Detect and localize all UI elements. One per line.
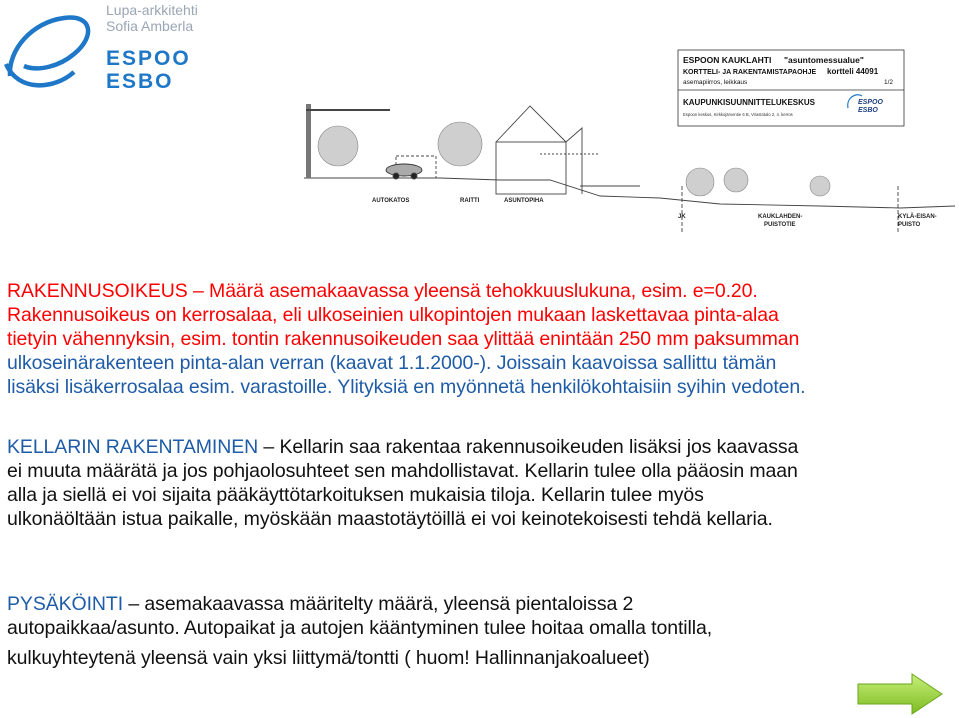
rakennusoikeus-line-3: tietyin vähennyksin, esim. tontin rakennusoikeuden saa ylittää enintään 250 mm paksumman bbox=[7, 328, 800, 350]
kellari-line-1: KELLARIN RAKENTAMINEN – Kellarin saa rakentaa rakennusoikeuden lisäksi jos kaavassa bbox=[7, 436, 799, 458]
espoo-swirl-logo-icon bbox=[6, 18, 88, 86]
author-title: Lupa-arkkitehti bbox=[106, 2, 198, 18]
label-kyla-eisan: KYLÄ-EISAN- bbox=[898, 214, 937, 220]
pysakointi-heading: PYSÄKÖINTI bbox=[7, 593, 124, 615]
espoo-logo bbox=[2, 6, 202, 102]
drawing-title: ESPOON KAUKLAHTI bbox=[683, 55, 772, 65]
label-puisto: PUISTO bbox=[898, 222, 921, 228]
pysakointi-line-1: PYSÄKÖINTI – asemakaavassa määritelty määrä, yleensä pientaloissa 2 bbox=[7, 593, 634, 615]
section-rakennusoikeus-cont bbox=[7, 351, 806, 399]
drawing-title-quote: "asuntomessualue" bbox=[784, 55, 864, 65]
drawing-office: KAUPUNKISUUNNITTELUKESKUS bbox=[683, 98, 816, 107]
drawing-subtitle: KORTTELI- JA RAKENTAMISTAPAOHJE bbox=[683, 69, 817, 76]
kellari-heading: KELLARIN RAKENTAMINEN bbox=[7, 436, 259, 458]
drawing-title-block bbox=[678, 50, 904, 126]
section-kellari bbox=[7, 435, 798, 531]
drawing-section bbox=[304, 104, 955, 232]
rakennusoikeus-line-5: lisäksi lisäkerrosalaa esim. varastoille. Ylityksiä en myönnetä henkilökohtaisiin syihin vedoten. bbox=[7, 376, 806, 398]
drawing-kortteli: kortteli 44091 bbox=[827, 67, 879, 76]
label-autokatos: AUTOKATOS bbox=[372, 198, 410, 204]
section-pysakointi bbox=[7, 592, 712, 670]
label-raitti: RAITTI bbox=[460, 198, 480, 204]
pysakointi-line-2: autopaikkaa/asunto. Autopaikat ja autojen kääntyminen tulee hoitaa omalla tontilla, bbox=[7, 617, 713, 639]
author-name: Sofia Amberla bbox=[106, 18, 194, 34]
svg-text:ESBO: ESBO bbox=[858, 107, 878, 114]
logo-text-espoo: ESPOO bbox=[106, 47, 191, 70]
svg-text:ESPOO: ESPOO bbox=[858, 99, 883, 106]
logo-text-esbo: ESBO bbox=[106, 70, 174, 93]
drawing-office-address: Espoon keskus, Kirkkojärventie 6 B, Virastotalo 2, 4. kerros bbox=[683, 112, 793, 117]
site-section-drawing bbox=[300, 46, 955, 246]
label-puistotie: PUISTOTIE bbox=[764, 222, 796, 228]
label-jk: JK bbox=[678, 214, 686, 220]
pysakointi-line-3: kulkuyhteytenä yleensä vain yksi liittymä/tontti ( huom! Hallinnanjakoalueet) bbox=[7, 647, 650, 669]
drawing-espoo-stamp bbox=[848, 95, 884, 114]
label-kauklahden: KAUKLAHDEN- bbox=[758, 214, 803, 220]
rakennusoikeus-heading: RAKENNUSOIKEUS bbox=[7, 280, 188, 302]
arrow-right-icon[interactable] bbox=[854, 672, 946, 716]
rakennusoikeus-line-2: Rakennusoikeus on kerrosalaa, eli ulkoseinien ulkopintojen mukaan laskettavaa pinta-alaa bbox=[7, 304, 779, 326]
drawing-sheet-name: asemapiirros, leikkaus bbox=[683, 79, 748, 86]
kellari-line-4: ulkonäöltään istua paikalle, myöskään maastotäytöillä ei voi keinotekoisesti tehdä kellaria. bbox=[7, 508, 773, 530]
rakennusoikeus-line-1: RAKENNUSOIKEUS – Määrä asemakaavassa yleensä tehokkuuslukuna, esim. e=0.20. bbox=[7, 280, 758, 302]
kellari-line-3: alla ja siellä ei voi sijaita pääkäyttötarkoituksen mukaisia tiloja. Kellarin tulee myös bbox=[7, 484, 704, 506]
drawing-page: 1/2 bbox=[884, 79, 894, 86]
rakennusoikeus-line-4: ulkoseinärakenteen pinta-alan verran (kaavat 1.1.2000-). Joissain kaavoissa sallittu tämän bbox=[7, 352, 777, 374]
label-asuntopiha: ASUNTOPIHA bbox=[504, 198, 544, 204]
drawing-trees bbox=[318, 122, 830, 196]
kellari-line-2: ei muuta määrätä ja jos pohjaolosuhteet sen mahdollistavat. Kellarin tulee olla pääosin maan bbox=[7, 460, 798, 482]
section-rakennusoikeus bbox=[7, 279, 799, 351]
